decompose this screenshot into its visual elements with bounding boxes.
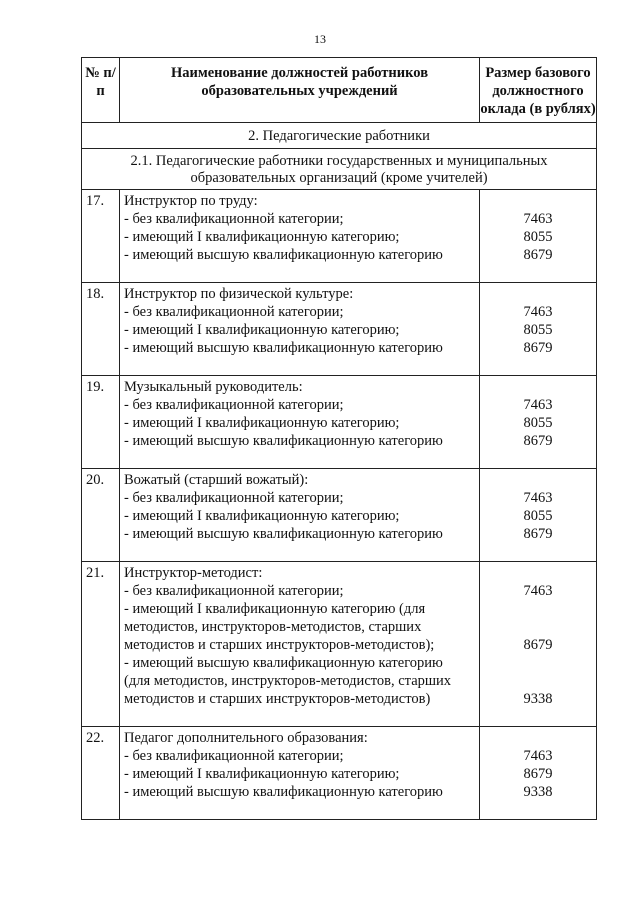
salary-value: [480, 618, 596, 636]
salary-value: 7463: [523, 397, 553, 413]
category-line: - имеющий высшую квалификационную категорию: [124, 247, 443, 263]
position-title: Инструктор по труду:: [124, 193, 258, 209]
position-title: Вожатый (старший вожатый):: [124, 472, 309, 488]
category-line: - имеющий I квалификационную категорию;: [124, 415, 400, 431]
salary-value: [480, 654, 596, 672]
salary-value: 8055: [523, 508, 553, 524]
category-line: - имеющий высшую квалификационную категорию: [124, 784, 443, 800]
row-number: 18.: [82, 283, 120, 376]
position-name-cell: [120, 727, 480, 820]
row-number: 21.: [82, 562, 120, 727]
category-line: - имеющий высшую квалификационную категорию: [124, 433, 443, 449]
salary-value: 7463: [523, 490, 553, 506]
row-number: 19.: [82, 376, 120, 469]
position-row: [82, 376, 597, 469]
position-title: Инструктор-методист:: [124, 565, 263, 581]
salary-cell: [480, 727, 597, 820]
category-line: методистов и старших инструкторов-методистов): [124, 691, 431, 707]
category-line: (для методистов, инструкторов-методистов, старших: [124, 673, 452, 689]
salary-value: [480, 672, 596, 690]
position-row: [82, 562, 597, 727]
subsection-row: [82, 149, 597, 190]
position-title: Педагог дополнительного образования:: [124, 730, 368, 746]
page-number: 13: [314, 32, 326, 46]
row-number: 20.: [82, 469, 120, 562]
salary-cell: [480, 469, 597, 562]
salary-value: 8679: [523, 766, 553, 782]
category-line: - без квалификационной категории;: [124, 583, 344, 599]
salary-value: 7463: [523, 211, 553, 227]
position-name-cell: [120, 376, 480, 469]
salary-value: [480, 600, 596, 618]
salary-value: 7463: [523, 304, 553, 320]
category-line: - без квалификационной категории;: [124, 397, 344, 413]
salary-value: 9338: [523, 784, 553, 800]
salary-value: 8055: [523, 322, 553, 338]
category-line: - имеющий I квалификационную категорию;: [124, 322, 400, 338]
category-line: - без квалификационной категории;: [124, 490, 344, 506]
salary-cell: [480, 190, 597, 283]
category-line: - без квалификационной категории;: [124, 211, 344, 227]
salary-cell: [480, 562, 597, 727]
category-line: - имеющий высшую квалификационную категорию: [124, 340, 443, 356]
category-line: - имеющий I квалификационную категорию;: [124, 766, 400, 782]
section-title: 2. Педагогические работники: [82, 123, 597, 149]
salary-value: 8679: [523, 433, 553, 449]
position-title: Музыкальный руководитель:: [124, 379, 303, 395]
position-row: [82, 190, 597, 283]
salary-value: 8055: [523, 415, 553, 431]
category-line: - без квалификационной категории;: [124, 748, 344, 764]
position-row: [82, 283, 597, 376]
salary-value: 8679: [523, 340, 553, 356]
salary-value: 8679: [523, 637, 553, 653]
category-line: - имеющий высшую квалификационную категорию: [124, 526, 443, 542]
header-name: Наименование должностей работников образовательных учреждений: [120, 58, 480, 123]
category-line: - без квалификационной категории;: [124, 304, 344, 320]
position-name-cell: [120, 283, 480, 376]
salary-cell: [480, 283, 597, 376]
salary-value: 7463: [523, 748, 553, 764]
salary-value: 8679: [523, 247, 553, 263]
salary-table: [81, 57, 597, 820]
position-name-cell: [120, 190, 480, 283]
category-line: методистов, инструкторов-методистов, старших: [124, 619, 422, 635]
category-line: методистов и старших инструкторов-методистов);: [124, 637, 435, 653]
salary-value: 8055: [523, 229, 553, 245]
category-line: - имеющий I квалификационную категорию;: [124, 229, 400, 245]
position-name-cell: [120, 562, 480, 727]
salary-value: 8679: [523, 526, 553, 542]
header-salary: Размер базового должностного оклада (в рублях): [480, 58, 597, 123]
category-line: - имеющий высшую квалификационную категорию: [124, 655, 443, 671]
row-number: 17.: [82, 190, 120, 283]
header-num: № п/п: [82, 58, 120, 123]
position-row: [82, 727, 597, 820]
salary-value: 9338: [523, 691, 553, 707]
position-title: Инструктор по физической культуре:: [124, 286, 354, 302]
salary-value: 7463: [523, 583, 553, 599]
category-line: - имеющий I квалификационную категорию (для: [124, 601, 426, 617]
salary-cell: [480, 376, 597, 469]
section-row: [82, 123, 597, 149]
position-name-cell: [120, 469, 480, 562]
category-line: - имеющий I квалификационную категорию;: [124, 508, 400, 524]
row-number: 22.: [82, 727, 120, 820]
subsection-title: 2.1. Педагогические работники государственных и муниципальных образовательных организаций (кроме учителей): [82, 149, 597, 190]
position-row: [82, 469, 597, 562]
table-header-row: [82, 58, 597, 123]
